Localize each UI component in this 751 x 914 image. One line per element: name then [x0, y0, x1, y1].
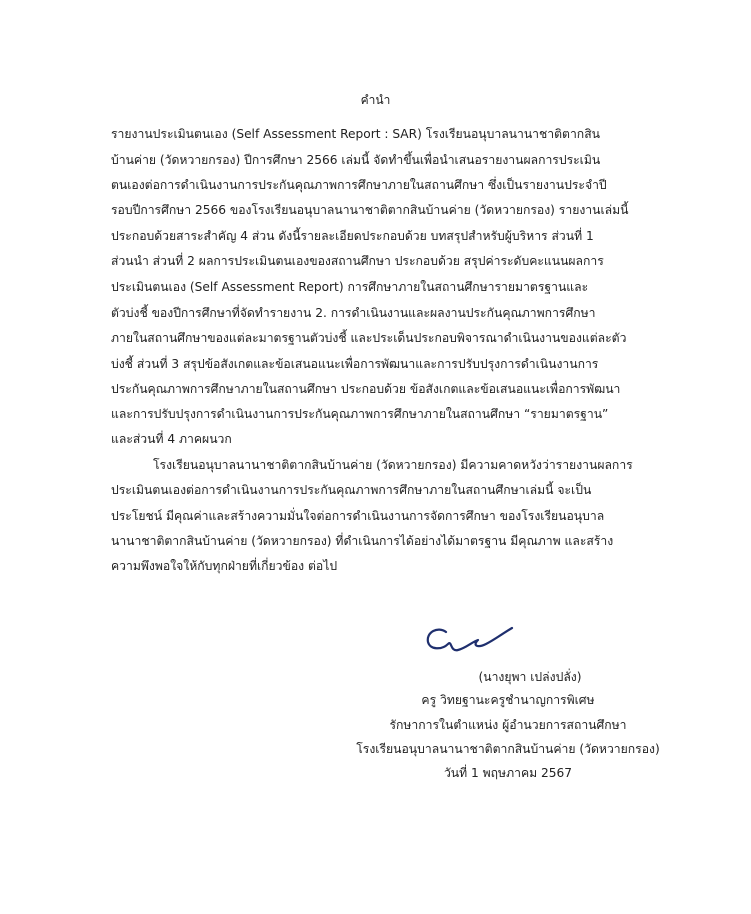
paragraph-1-line: บ่งชี้ ส่วนที่ 3 สรุปข้อสังเกตและข้อเสนอแนะเพื่อการพัฒนาและการปรับปรุงการดำเนินงานการ — [111, 357, 599, 371]
signer-name: (นางยุพา เปล่งปลั่ง) — [478, 670, 582, 684]
paragraph-2-line: ความพึงพอใจให้กับทุกฝ่ายที่เกี่ยวข้อง ต่อไป — [111, 559, 338, 573]
paragraph-1-line: ตัวบ่งชี้ ของปีการศึกษาที่จัดทำรายงาน 2. การดำเนินงานและผลงานประกันคุณภาพการศึกษา — [111, 306, 596, 320]
handwritten-signature — [420, 618, 516, 658]
paragraph-1-line: ภายในสถานศึกษาของแต่ละมาตรฐานตัวบ่งชี้ และประเด็นประกอบพิจารณาดำเนินงานของแต่ละตัว — [111, 331, 627, 345]
page-title: คำนำ — [360, 93, 391, 107]
signer-position: ครู วิทยฐานะครูชำนาญการพิเศษ — [421, 693, 595, 707]
paragraph-1-line: รอบปีการศึกษา 2566 ของโรงเรียนอนุบาลนานาชาติตากสินบ้านค่าย (วัดหวายกรอง) รายงานเล่มนี้ — [111, 203, 629, 217]
paragraph-1-line: ประเมินตนเอง (Self Assessment Report) การศึกษาภายในสถานศึกษารายมาตรฐานและ — [111, 280, 589, 294]
signer-school: โรงเรียนอนุบาลนานาชาติตากสินบ้านค่าย (วัดหวายกรอง) — [356, 742, 660, 756]
paragraph-2-line: นานาชาติตากสินบ้านค่าย (วัดหวายกรอง) ที่ดำเนินการได้อย่างได้มาตรฐาน มีคุณภาพ และสร้าง — [111, 534, 614, 548]
paragraph-1-line: และส่วนที่ 4 ภาคผนวก — [111, 432, 232, 446]
paragraph-1-line: และการปรับปรุงการดำเนินงานการประกันคุณภาพการศึกษาภายในสถานศึกษา “รายมาตรฐาน” — [111, 407, 609, 421]
signature-date: วันที่ 1 พฤษภาคม 2567 — [443, 766, 573, 780]
paragraph-1-line: ประกันคุณภาพการศึกษาภายในสถานศึกษา ประกอบด้วย ข้อสังเกตและข้อเสนอแนะเพื่อการพัฒนา — [111, 382, 621, 396]
paragraph-2-line: ประเมินตนเองต่อการดำเนินงานการประกันคุณภาพการศึกษาภายในสถานศึกษาเล่มนี้ จะเป็น — [111, 483, 592, 497]
paragraph-1-line: ตนเองต่อการดำเนินงานการประกันคุณภาพการศึกษาภายในสถานศึกษา ซึ่งเป็นรายงานประจำปี — [111, 178, 607, 192]
paragraph-2-line: ประโยชน์ มีคุณค่าและสร้างความมั่นใจต่อการดำเนินงานการจัดการศึกษา ของโรงเรียนอนุบาล — [111, 509, 605, 523]
paragraph-1-line: ประกอบด้วยสาระสำคัญ 4 ส่วน ดังนี้รายละเอียดประกอบด้วย บทสรุปสำหรับผู้บริหาร ส่วนที่ 1 — [111, 229, 594, 243]
paragraph-2-line: โรงเรียนอนุบาลนานาชาติตากสินบ้านค่าย (วัดหวายกรอง) มีความคาดหวังว่ารายงานผลการ — [153, 458, 633, 472]
paragraph-1-line: รายงานประเมินตนเอง (Self Assessment Report : SAR) โรงเรียนอนุบาลนานาชาติตากสิน — [111, 127, 600, 141]
signer-acting-position: รักษาการในตำแหน่ง ผู้อำนวยการสถานศึกษา — [389, 718, 627, 732]
paragraph-1-line: ส่วนนำ ส่วนที่ 2 ผลการประเมินตนเองของสถานศึกษา ประกอบด้วย สรุปค่าระดับคะแนนผลการ — [111, 254, 604, 268]
paragraph-1-line: บ้านค่าย (วัดหวายกรอง) ปีการศึกษา 2566 เล่มนี้ จัดทำขึ้นเพื่อนำเสนอรายงานผลการประเมิน — [111, 153, 601, 167]
